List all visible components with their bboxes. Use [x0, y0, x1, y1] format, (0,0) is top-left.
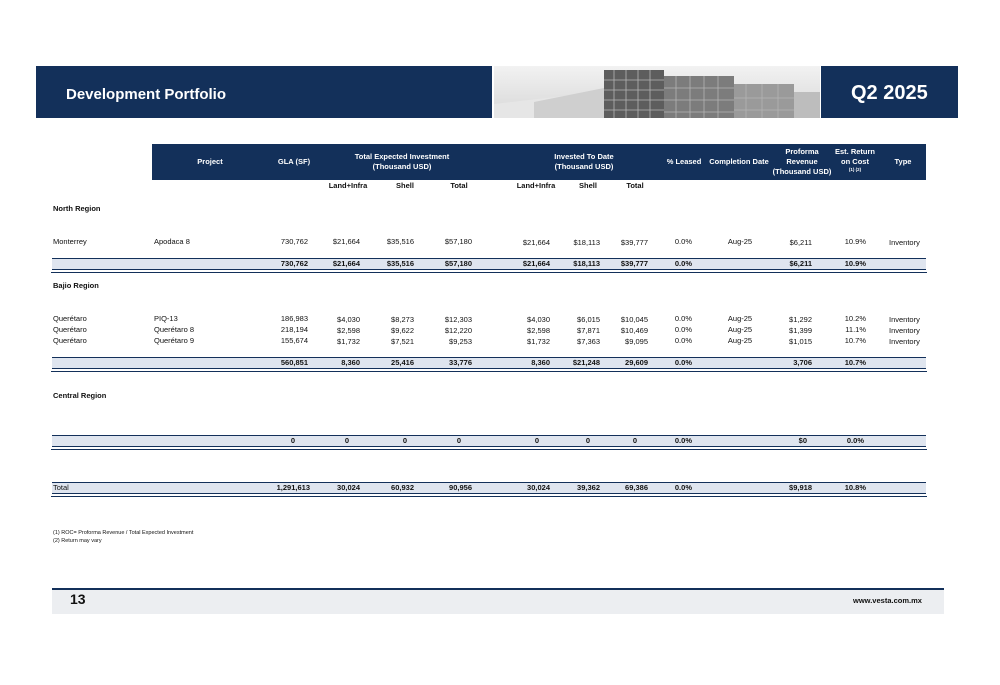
- col-gla: GLA (SF): [277, 157, 311, 166]
- cell-tei-land: $21,664: [332, 237, 360, 246]
- cell-tei-total: $57,180: [444, 237, 472, 246]
- building-photo: [494, 66, 820, 118]
- cell-revenue: $1,015: [789, 337, 812, 346]
- col-completion: Completion Date: [709, 157, 769, 166]
- total-itd-shell: 39,362: [577, 483, 600, 492]
- section-central: Central Region: [53, 391, 107, 400]
- subtotal-tei-total: 33,776: [449, 358, 472, 367]
- subtotal-itd-shell: 0: [585, 436, 591, 445]
- col-revenue: [770, 147, 834, 177]
- total-itd-land: 30,024: [527, 483, 550, 492]
- subtotal-tei-shell: 0: [402, 436, 408, 445]
- section-north: North Region: [53, 204, 101, 213]
- col-tei-title: Total Expected Investment: [354, 152, 450, 161]
- cell-itd-shell: $18,113: [573, 238, 600, 247]
- cell-gla: 155,674: [280, 336, 308, 345]
- col-revenue-line2: Revenue: [786, 157, 818, 166]
- subtotal-itd-total: 0: [632, 436, 638, 445]
- subtotal-leased: 0.0%: [674, 358, 692, 367]
- cell-completion: Aug-25: [727, 336, 753, 345]
- subtotal-itd-land: $21,664: [522, 259, 550, 268]
- footer: [52, 588, 944, 614]
- subtotal-revenue: $0: [798, 436, 807, 445]
- subtotal-itd-land: 8,360: [531, 358, 550, 367]
- cell-region: Querétaro: [53, 336, 87, 345]
- total-itd-total: 69,386: [625, 483, 648, 492]
- col-roc-notes: (1) (2): [848, 167, 862, 172]
- cell-itd-shell: $7,871: [577, 326, 600, 335]
- table-header: [152, 144, 926, 180]
- cell-type: Inventory: [889, 337, 920, 346]
- subtotal-leased: 0.0%: [674, 259, 692, 268]
- cell-tei-total: $12,220: [444, 326, 472, 335]
- cell-project: Querétaro 9: [154, 336, 195, 345]
- subtotal-roc: 0.0%: [846, 436, 864, 445]
- cell-revenue: $1,399: [789, 326, 812, 335]
- subtotal-leased: 0.0%: [674, 436, 692, 445]
- cell-project: Querétaro 8: [154, 325, 195, 334]
- col-itd-title: Invested To Date: [554, 152, 614, 161]
- cell-project: PIQ-13: [154, 314, 178, 323]
- cell-region: Monterrey: [53, 237, 87, 246]
- subtotal-row-bajio: [52, 357, 926, 369]
- cell-completion: Aug-25: [727, 237, 753, 246]
- website-link[interactable]: www.vesta.com.mx: [853, 596, 922, 605]
- cell-tei-land: $4,030: [337, 315, 360, 324]
- cell-itd-total: $9,095: [625, 337, 648, 346]
- sub-tei-shell: Shell: [396, 181, 414, 190]
- subtotal-revenue: $6,211: [789, 259, 812, 268]
- sub-tei-total: Total: [450, 181, 468, 190]
- subtotal-roc: 10.7%: [844, 358, 866, 367]
- col-tei: [332, 152, 472, 172]
- cell-gla: 218,194: [280, 325, 308, 334]
- col-type: Type: [894, 157, 912, 166]
- subtotal-tei-land: 8,360: [341, 358, 360, 367]
- total-revenue: $9,918: [789, 483, 812, 492]
- table-row: [0, 314, 1000, 324]
- quarter-label: Q2 2025: [851, 82, 928, 104]
- col-project: Project: [197, 157, 223, 166]
- cell-completion: Aug-25: [727, 314, 753, 323]
- cell-itd-total: $10,469: [620, 326, 648, 335]
- subtotal-itd-land: 0: [534, 436, 540, 445]
- total-row: [52, 482, 926, 494]
- subtotal-itd-shell: $21,248: [572, 358, 600, 367]
- col-revenue-line1: Proforma: [785, 147, 819, 156]
- cell-leased: 0.0%: [674, 336, 692, 345]
- subtotal-gla: 560,851: [280, 358, 308, 367]
- cell-tei-land: $2,598: [337, 326, 360, 335]
- subtotal-tei-total: $57,180: [444, 259, 472, 268]
- cell-tei-shell: $9,622: [391, 326, 414, 335]
- col-roc-line1: Est. Return: [834, 147, 875, 156]
- subtotal-itd-shell: $18,113: [573, 259, 600, 268]
- subtotal-tei-land: 0: [344, 436, 350, 445]
- subtotal-itd-total: 29,609: [625, 358, 648, 367]
- cell-roc: 10.7%: [844, 336, 866, 345]
- cell-type: Inventory: [889, 326, 920, 335]
- cell-tei-land: $1,732: [337, 337, 360, 346]
- cell-itd-shell: $6,015: [577, 315, 600, 324]
- total-leased: 0.0%: [674, 483, 692, 492]
- col-leased: % Leased: [666, 157, 702, 166]
- cell-itd-total: $39,777: [620, 238, 648, 247]
- subtotal-tei-shell: $35,516: [386, 259, 414, 268]
- subtotal-itd-total: $39,777: [620, 259, 648, 268]
- cell-type: Inventory: [889, 238, 920, 247]
- cell-region: Querétaro: [53, 325, 87, 334]
- subtotal-tei-shell: 25,416: [391, 358, 414, 367]
- cell-itd-land: $4,030: [527, 315, 550, 324]
- col-roc-line2: on Cost: [841, 157, 869, 166]
- subtotal-row-central: [52, 435, 926, 447]
- sub-itd-land: Land+Infra: [516, 181, 556, 190]
- cell-tei-total: $9,253: [449, 337, 472, 346]
- cell-roc: 10.9%: [844, 237, 866, 246]
- total-tei-total: 90,956: [449, 483, 472, 492]
- subtotal-tei-total: 0: [456, 436, 462, 445]
- cell-leased: 0.0%: [674, 314, 692, 323]
- col-itd-unit: (Thousand USD): [554, 162, 614, 171]
- section-bajio: Bajio Region: [53, 281, 99, 290]
- subtotal-tei-land: $21,664: [332, 259, 360, 268]
- footnote-2: (2) Return may vary: [53, 538, 102, 544]
- table-row: [0, 237, 1000, 247]
- cell-tei-shell: $8,273: [391, 315, 414, 324]
- cell-project: Apodaca 8: [154, 237, 190, 246]
- cell-itd-total: $10,045: [620, 315, 648, 324]
- page-number: 13: [70, 591, 86, 607]
- subtotal-gla: 730,762: [280, 259, 308, 268]
- cell-revenue: $1,292: [789, 315, 812, 324]
- table-row: [0, 336, 1000, 346]
- cell-revenue: $6,211: [789, 238, 812, 247]
- cell-leased: 0.0%: [674, 325, 692, 334]
- cell-tei-shell: $7,521: [391, 337, 414, 346]
- cell-gla: 186,983: [280, 314, 308, 323]
- cell-completion: Aug-25: [727, 325, 753, 334]
- sub-tei-land: Land+Infra: [328, 181, 368, 190]
- cell-itd-land: $21,664: [522, 238, 550, 247]
- cell-type: Inventory: [889, 315, 920, 324]
- sub-itd-shell: Shell: [579, 181, 597, 190]
- cell-leased: 0.0%: [674, 237, 692, 246]
- sub-itd-total: Total: [626, 181, 644, 190]
- subtotal-row-north: [52, 258, 926, 270]
- cell-gla: 730,762: [280, 237, 308, 246]
- subtotal-gla: 0: [290, 436, 296, 445]
- total-gla: 1,291,613: [276, 483, 310, 492]
- cell-itd-land: $2,598: [527, 326, 550, 335]
- cell-itd-land: $1,732: [527, 337, 550, 346]
- cell-itd-shell: $7,363: [577, 337, 600, 346]
- table-row: [0, 325, 1000, 335]
- col-itd: [524, 152, 644, 172]
- col-roc: [830, 147, 880, 173]
- total-roc: 10.8%: [844, 483, 866, 492]
- col-tei-unit: (Thousand USD): [372, 162, 432, 171]
- col-revenue-line3: (Thousand USD): [772, 167, 832, 176]
- cell-tei-shell: $35,516: [386, 237, 414, 246]
- total-label: Total: [53, 483, 69, 492]
- total-tei-land: 30,024: [337, 483, 360, 492]
- cell-roc: 10.2%: [844, 314, 866, 323]
- cell-region: Querétaro: [53, 314, 87, 323]
- subtotal-revenue: 3,706: [793, 358, 812, 367]
- cell-tei-total: $12,303: [444, 315, 472, 324]
- total-tei-shell: 60,932: [391, 483, 414, 492]
- page-title: Development Portfolio: [66, 86, 227, 103]
- cell-roc: 11.1%: [845, 325, 866, 334]
- footnote-1: (1) ROC= Proforma Revenue / Total Expected Investment: [53, 530, 194, 536]
- subtotal-roc: 10.9%: [844, 259, 866, 268]
